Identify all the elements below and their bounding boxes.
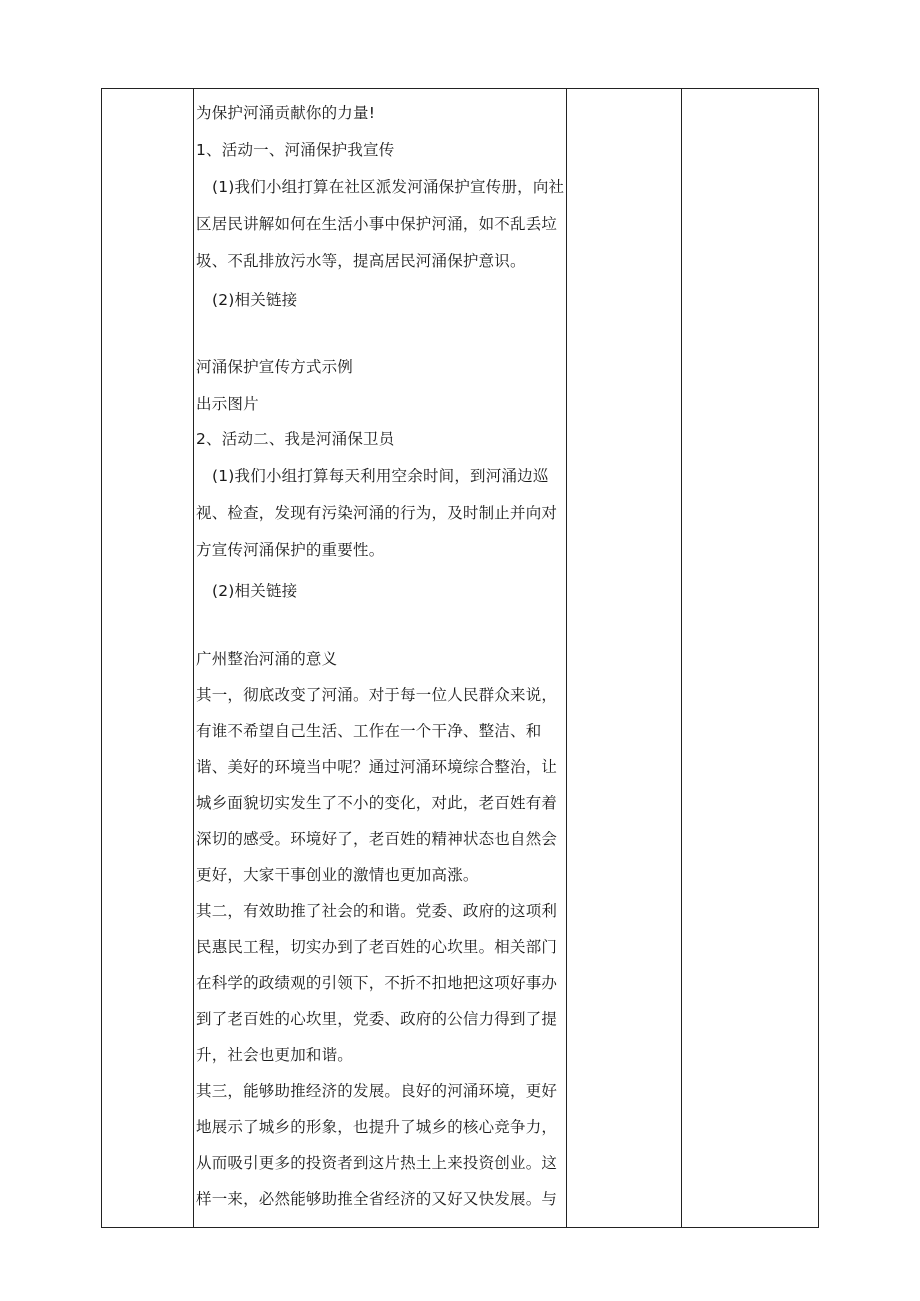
column-divider-2: [566, 89, 567, 1227]
activity-two-plan-line: (1)我们小组打算每天利用空余时间，到河涌边巡: [212, 467, 549, 485]
activity-two-plan-line: 方宣传河涌保护的重要性。: [196, 541, 385, 559]
activity-one-plan-line: (1)我们小组打算在社区派发河涌保护宣传册，向社: [212, 178, 565, 196]
paragraph-line: 其二，有效助推了社会的和谐。党委、政府的这项利: [196, 902, 558, 920]
paragraph-line: 城乡面貌切实发生了不小的变化，对此，老百姓有着: [196, 794, 558, 812]
promotion-example-title: 河涌保护宣传方式示例: [196, 358, 354, 376]
section-heading: 为保护河涌贡献你的力量!: [196, 104, 376, 122]
paragraph-line: 其一，彻底改变了河涌。对于每一位人民群众来说，: [196, 686, 558, 704]
activity-content-cell: [194, 89, 566, 1227]
activity-one-plan-line: 区居民讲解如何在生活小事中保护河涌，如不乱丢垃: [196, 215, 558, 233]
paragraph-line: 更好，大家干事创业的激情也更加高涨。: [196, 866, 479, 884]
paragraph-line: 样一来，必然能够助推全省经济的又好又快发展。与: [196, 1190, 558, 1208]
paragraph-line: 地展示了城乡的形象，也提升了城乡的核心竞争力，: [196, 1118, 558, 1136]
lesson-plan-table: [101, 88, 819, 1228]
paragraph-line: 民惠民工程，切实办到了老百姓的心坎里。相关部门: [196, 938, 558, 956]
paragraph-line: 从而吸引更多的投资者到这片热土上来投资创业。这: [196, 1154, 558, 1172]
activity-two-title: 2、活动二、我是河涌保卫员: [196, 430, 395, 448]
related-link-label: (2)相关链接: [212, 291, 298, 309]
activity-two-plan-line: 视、检查，发现有污染河涌的行为，及时制止并向对: [196, 504, 558, 522]
paragraph-line: 在科学的政绩观的引领下，不折不扣地把这项好事办: [196, 974, 558, 992]
significance-title: 广州整治河涌的意义: [196, 650, 338, 668]
show-picture-note: 出示图片: [196, 395, 259, 413]
paragraph-line: 有谁不希望自己生活、工作在一个干净、整洁、和: [196, 722, 542, 740]
column-divider-3: [681, 89, 682, 1227]
paragraph-line: 升，社会也更加和谐。: [196, 1046, 354, 1064]
paragraph-line: 到了老百姓的心坎里，党委、政府的公信力得到了提: [196, 1010, 558, 1028]
related-link-label: (2)相关链接: [212, 582, 298, 600]
paragraph-line: 深切的感受。环境好了，老百姓的精神状态也自然会: [196, 830, 558, 848]
paragraph-line: 其三，能够助推经济的发展。良好的河涌环境，更好: [196, 1082, 558, 1100]
activity-one-plan-line: 圾、不乱排放污水等，提高居民河涌保护意识。: [196, 252, 526, 270]
paragraph-line: 谐、美好的环境当中呢？通过河涌环境综合整治，让: [196, 758, 558, 776]
activity-one-title: 1、活动一、河涌保护我宣传: [196, 141, 395, 159]
